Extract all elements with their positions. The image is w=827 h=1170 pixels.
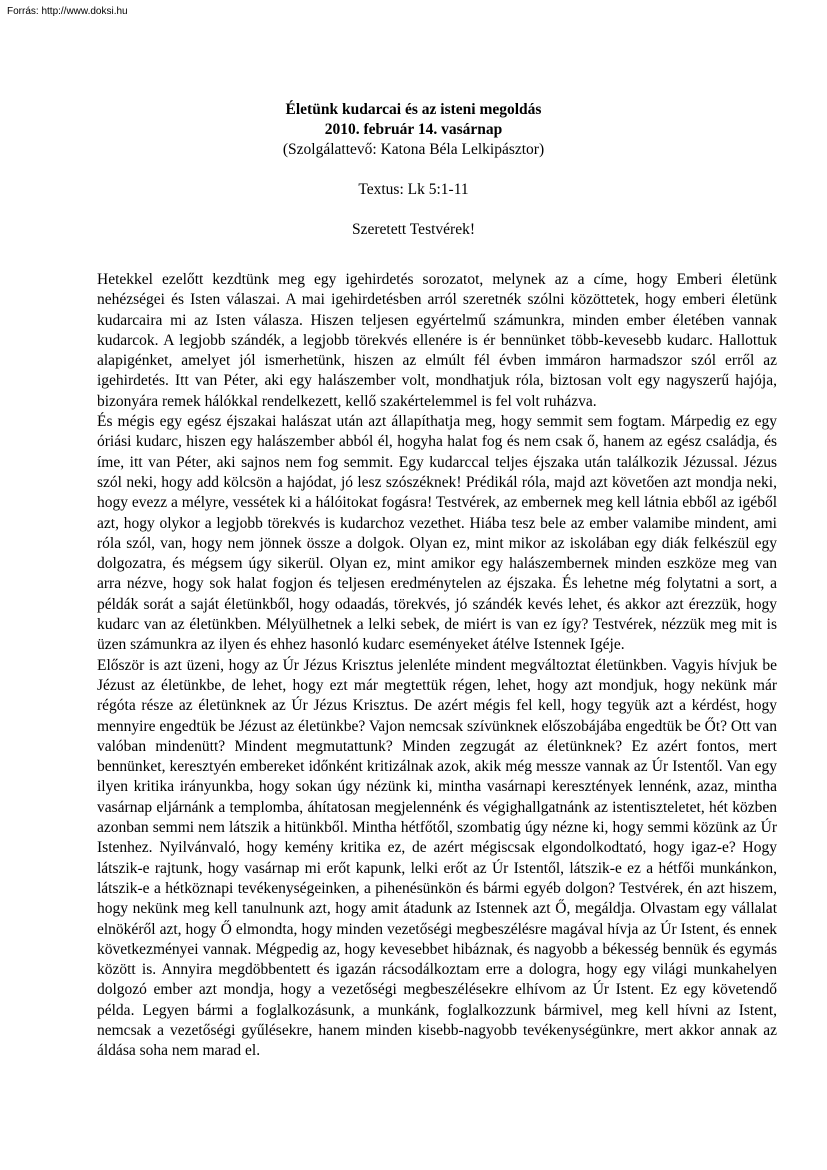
sermon-body	[97, 270, 777, 1062]
minister-line: (Szolgálattevő: Katona Béla Lelkipásztor)	[282, 141, 545, 158]
paragraph: Először is azt üzeni, hogy az Úr Jézus Krisztus jelenléte mindent megváltoztat életünkben. Vagyis hívjuk be Jézust az életünkbe, de lehet, hogy ezt már megtettük régen, lehet, hogy azt mondjuk, hogy nekünk már régóta része az életünknek az Úr Jézus Krisztus. De azért mégis fel kell, hogy tegyük azt a kérdést, hogy mennyire engedtük be Jézust az életünkbe? Vajon nemcsak szívünknek előszobájába engedtük be Őt? Ott van valóban mindenütt? Mindent megmutattunk? Minden zegzugát az életünknek? Ez azért fontos, mert bennünket, keresztyén embereket időnként kritizálnak azok, akik még messze vannak az Úr Istentől. Van egy ilyen kritika irányunkba, hogy sokan úgy nézünk ki, mintha vasárnapi keresztények lennénk, azaz, mintha vasárnap eljárnánk a templomba, áhítatosan megjelennénk és végighallgatnánk az istentiszteletet, hét közben azonban semmi nem látszik a hitünkből. Mintha hétfőtől, szombatig úgy nézne ki, hogy semmi közünk az Úr Istenhez. Nyilvánvaló, hogy kemény kritika ez, de azért mégiscsak elgondolkodtató, hogy igaz-e? Hogy látszik-e rajtunk, hogy vasárnap mi erőt kapunk, lelki erőt az Úr Istentől, látszik-e ez a hétfői munkánkon, látszik-e a hétköznapi tevékenységeinken, a pihenésünkön és bármi egyéb dolgon? Testvérek, én azt hiszem, hogy nekünk meg kell tanulnunk azt, hogy amit átadunk az Istennek azt Ő, megáldja. Olvastam egy vállalat elnökéről azt, hogy Ő elmondta, hogy minden vezetőségi megbeszélésre magával hívja az Úr Istent, és ennek következményei vannak. Mégpedig az, hogy kevesebbet hibáznak, és nagyobb a békesség bennük és egymás között is. Annyira megdöbbentett és igazán rácsodálkoztam erre a dologra, hogy egy világi munkahelyen dolgozó ember azt mondja, hogy a vezetőségi megbeszélésekre elhívom az Úr Istent. Ez egy követendő példa. Legyen bármi a foglalkozásunk, a munkánk, foglalkozzunk bármivel, meg kell hívni az Istent, nemcsak a vezetőségi gyűlésekre, hanem minden kisebb-nagyobb tevékenységünkre, mert akkor annak az áldása soha nem marad el.	[97, 656, 777, 1060]
document-title: Életünk kudarcai és az isteni megoldás	[285, 101, 542, 118]
document-date: 2010. február 14. vasárnap	[324, 121, 503, 138]
greeting: Szeretett Testvérek!	[351, 221, 475, 238]
text-reference: Textus: Lk 5:1-11	[358, 181, 469, 198]
document-header	[0, 100, 827, 240]
paragraph: Hetekkel ezelőtt kezdtünk meg egy igehirdetés sorozatot, melynek az a címe, hogy Emberi életünk nehézségei és Isten válaszai. A mai igehirdetésben arról szeretnék szólni közöttetek, hogy emberi életünk kudarcaira mi az Isten válasza. Hiszen teljesen egyértelmű számunkra, minden ember életében vannak kudarcok. A legjobb szándék, a legjobb törekvés ellenére is ér bennünket több-kevesebb kudarc. Hallottuk alapigénket, amelyet jól ismerhetünk, hiszen az elmúlt fél évben immáron harmadszor szól erről az igehirdetés. Itt van Péter, aki egy halászember volt, mondhatjuk róla, biztosan volt egy nagyszerű hajója, bizonyára remek hálókkal rendelkezett, kellő szakértelemmel is fel volt ruházva.	[97, 271, 777, 410]
source-label: Forrás: http://www.doksi.hu	[7, 6, 128, 17]
paragraph: És mégis egy egész éjszakai halászat után azt állapíthatja meg, hogy semmit sem fogtam. Márpedig ez egy óriási kudarc, hiszen egy halászember abból él, hogyha halat fog és nem csak ő, hanem az egész családja, és íme, itt van Péter, aki sajnos nem fog semmit. Egy kudarccal teljes éjszaka után találkozik Jézussal. Jézus szól neki, hogy add kölcsön a hajódat, jó lesz szószéknek! Prédikál róla, majd azt követően azt mondja neki, hogy evezz a mélyre, vessétek ki a hálóitokat fogásra! Testvérek, az embernek meg kell látnia ebből az igéből azt, hogy olykor a legjobb törekvés is kudarchoz vezethet. Hiába tesz bele az ember valamibe mindent, ami róla szól, van, hogy nem jönnek össze a dolgok. Olyan ez, mint mikor az iskolában egy diák felkészül egy dolgozatra, és mégsem úgy sikerül. Olyan ez, mint amikor egy halászembernek minden eszköze meg van arra nézve, hogy sok halat fogjon és teljesen eredménytelen az éjszaka. És lehetne még folytatni a sort, a példák sorát a saját életünkből, hogy odaadás, törekvés, jó szándék kevés lehet, és akkor azt érezzük, hogy kudarc van az életünkben. Mélyülhetnek a lelki sebek, de miért is van ez így? Testvérek, nézzük meg mit is üzen számunkra az ilyen és ehhez hasonló kudarc eseményeket átélve Istennek Igéje.	[97, 413, 777, 654]
